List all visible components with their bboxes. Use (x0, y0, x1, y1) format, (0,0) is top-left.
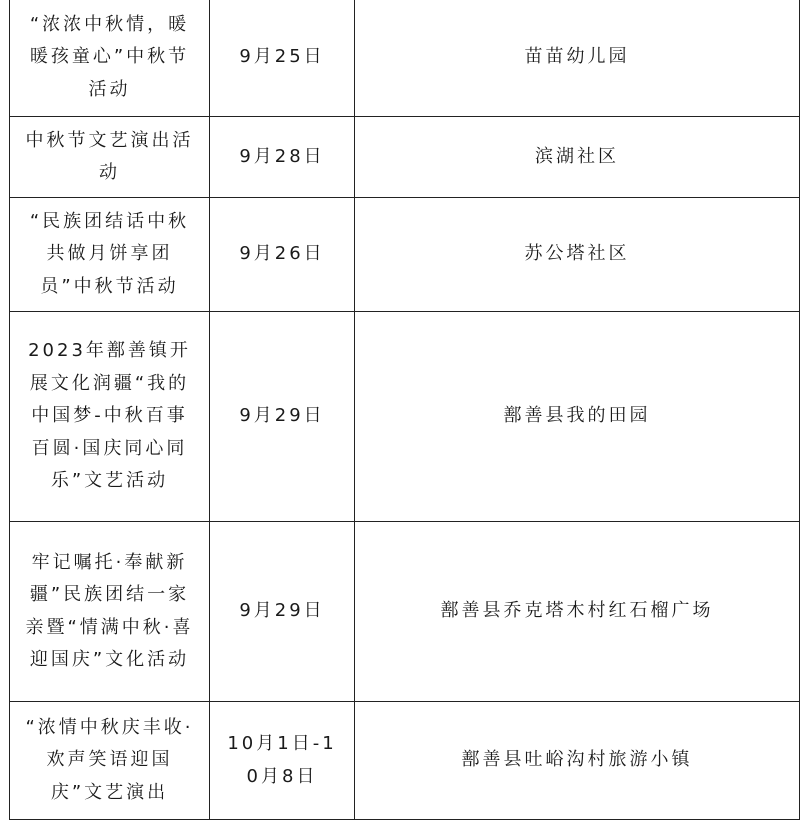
table-row (10, 522, 800, 702)
table-row (10, 117, 800, 198)
event-place: 苗苗幼儿园 (355, 0, 800, 117)
event-name: “民族团结话中秋 共做月饼享团员”中秋节活动 (10, 198, 210, 312)
event-date: 9月29日 (210, 312, 355, 522)
event-name: 牢记嘱托·奉献新疆”民族团结一家亲暨“情满中秋·喜迎国庆”文化活动 (10, 522, 210, 702)
events-table (9, 0, 800, 820)
table-row (10, 0, 800, 117)
event-date: 9月26日 (210, 198, 355, 312)
event-name: 2023年鄯善镇开展文化润疆“我的中国梦-中秋百事百圆·国庆同心同乐”文艺活动 (10, 312, 210, 522)
event-date: 10月1日-10月8日 (210, 702, 355, 820)
event-name: 中秋节文艺演出活动 (10, 117, 210, 198)
event-place: 滨湖社区 (355, 117, 800, 198)
event-place: 鄯善县乔克塔木村红石榴广场 (355, 522, 800, 702)
event-date: 9月29日 (210, 522, 355, 702)
event-name: “浓情中秋庆丰收·欢声笑语迎国庆”文艺演出 (10, 702, 210, 820)
event-place: 鄯善县我的田园 (355, 312, 800, 522)
table-row (10, 198, 800, 312)
event-date: 9月28日 (210, 117, 355, 198)
event-name: “浓浓中秋情，暖暖孩童心”中秋节活动 (10, 0, 210, 117)
event-date: 9月25日 (210, 0, 355, 117)
table-row (10, 702, 800, 820)
table-row (10, 312, 800, 522)
event-place: 鄯善县吐峪沟村旅游小镇 (355, 702, 800, 820)
event-place: 苏公塔社区 (355, 198, 800, 312)
